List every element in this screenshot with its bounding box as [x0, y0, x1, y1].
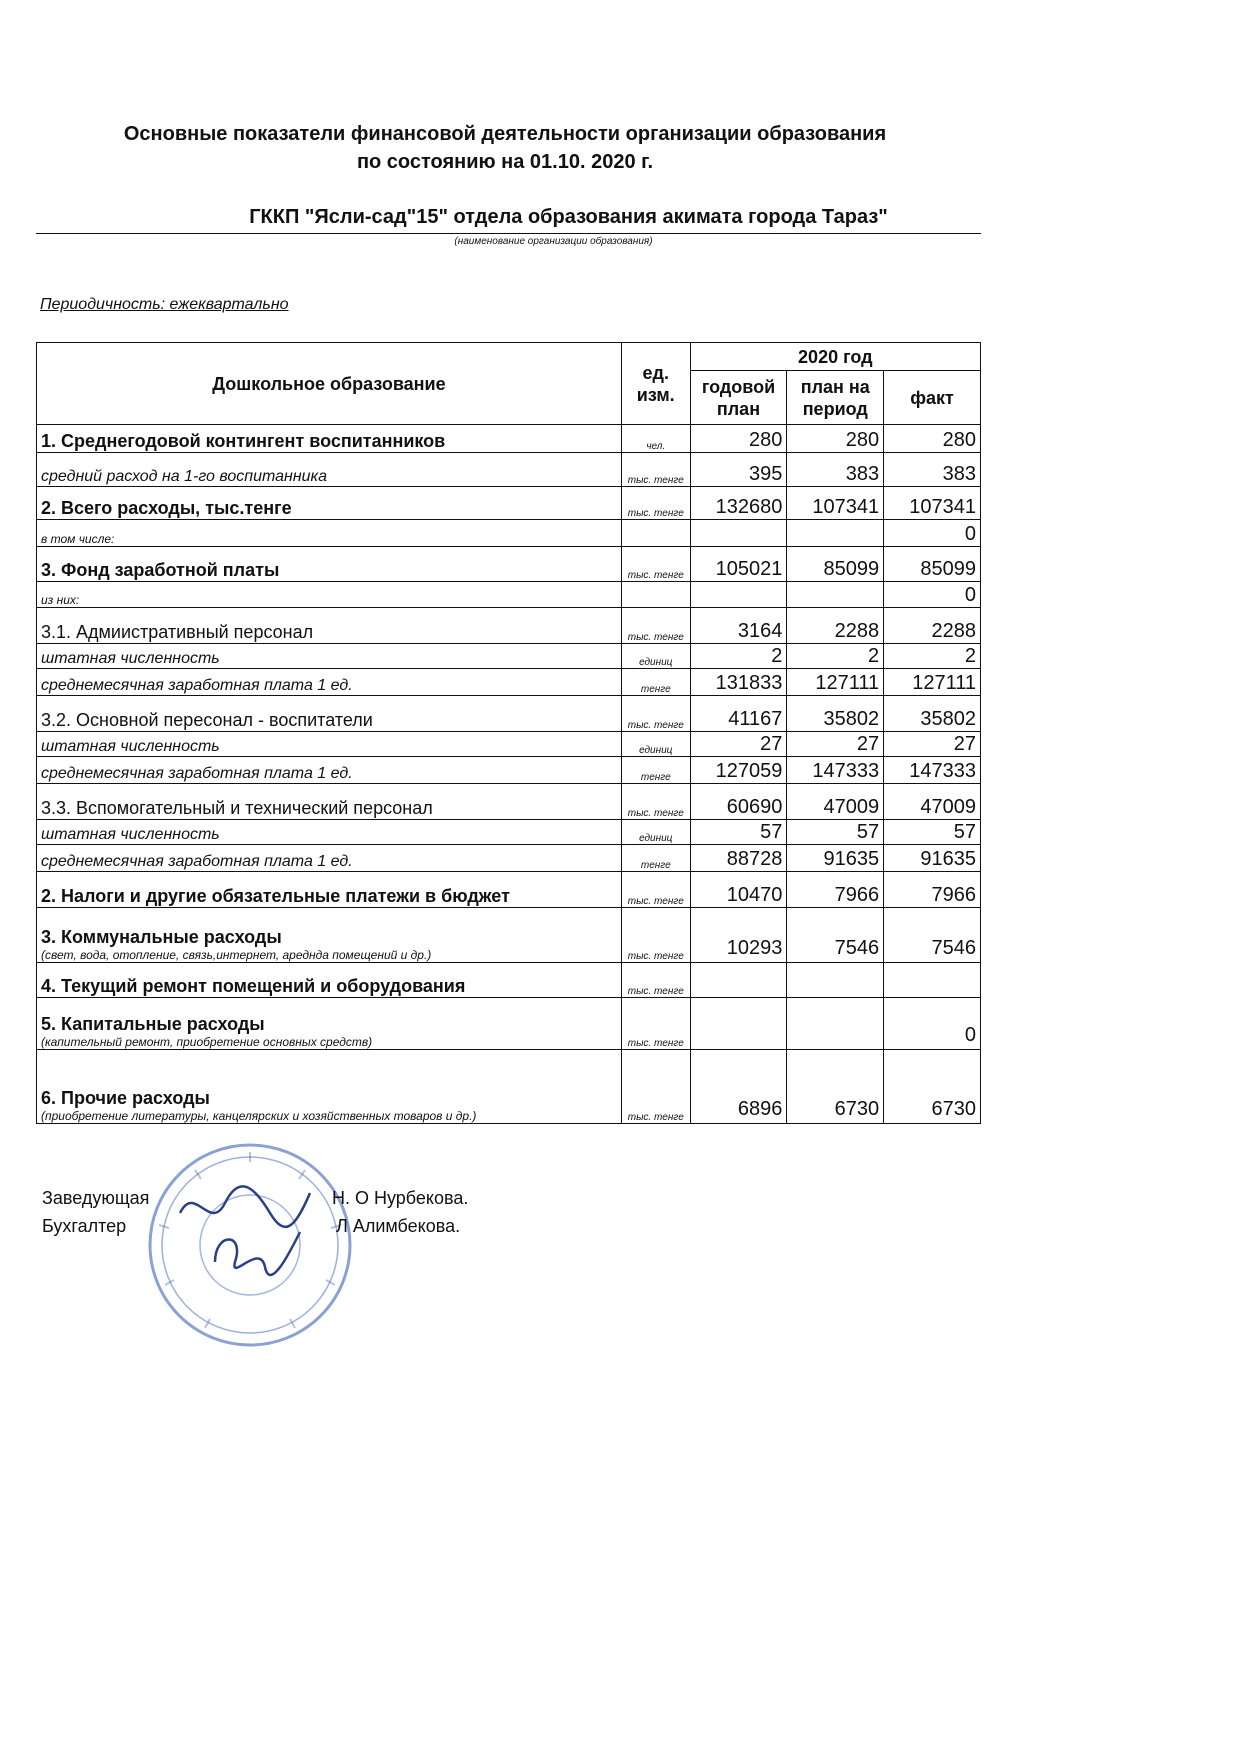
row-fact: 57: [884, 820, 981, 845]
row-label: 2. Всего расходы, тыс.тенге: [37, 487, 622, 520]
row-annual: 88728: [690, 845, 787, 872]
row-label: [37, 998, 622, 1050]
periodicity-label: Периодичность: ежеквартально: [40, 296, 289, 313]
row-annual: 3164: [690, 608, 787, 644]
row-annual: [690, 963, 787, 998]
header-annual-plan: годовой план: [690, 371, 787, 425]
row-fact: 127111: [884, 669, 981, 696]
row-period: 7966: [787, 872, 884, 908]
title-line-2: по состоянию на 01.10. 2020 г.: [356, 151, 654, 173]
row-fact: 2288: [884, 608, 981, 644]
row-annual: 10293: [690, 908, 787, 963]
row-unit: тыс. тенге: [621, 908, 690, 963]
row-annual: 395: [690, 453, 787, 487]
row-label: среднемесячная заработная плата 1 ед.: [37, 669, 622, 696]
row-period: 47009: [787, 784, 884, 820]
row-annual: [690, 582, 787, 608]
row-annual: 57: [690, 820, 787, 845]
row-annual: 2: [690, 644, 787, 669]
financial-table: [36, 342, 981, 1124]
table-row: [37, 520, 981, 547]
row-label: среднемесячная заработная плата 1 ед.: [37, 757, 622, 784]
row-annual: 280: [690, 425, 787, 453]
row-period: 147333: [787, 757, 884, 784]
row-label: 3. Фонд заработной платы: [37, 547, 622, 582]
row-period: 91635: [787, 845, 884, 872]
organization-caption: (наименование организации образования): [454, 236, 653, 247]
row-period: 85099: [787, 547, 884, 582]
row-annual: 127059: [690, 757, 787, 784]
row-period: [787, 520, 884, 547]
table-row: [37, 1050, 981, 1124]
row-label: 1. Среднегодовой контингент воспитанников: [37, 425, 622, 453]
head-name: Н. О Нурбекова.: [332, 1188, 469, 1208]
row-unit: тыс. тенге: [621, 963, 690, 998]
row-unit: единиц: [621, 732, 690, 757]
table-row: [37, 669, 981, 696]
row-label: штатная численность: [37, 732, 622, 757]
row-fact: [884, 963, 981, 998]
row-unit: тыс. тенге: [621, 547, 690, 582]
row-label: штатная численность: [37, 820, 622, 845]
row-fact: 107341: [884, 487, 981, 520]
row-period: 7546: [787, 908, 884, 963]
table-row: [37, 425, 981, 453]
row-unit: тыс. тенге: [621, 998, 690, 1050]
row-note: (капительный ремонт, приобретение основных средств): [41, 1035, 373, 1049]
row-label: 4. Текущий ремонт помещений и оборудования: [37, 963, 622, 998]
row-unit: тыс. тенге: [621, 453, 690, 487]
row-unit: тенге: [621, 757, 690, 784]
row-annual: 60690: [690, 784, 787, 820]
row-label: из них:: [37, 582, 622, 608]
row-fact: 6730: [884, 1050, 981, 1124]
table-row: [37, 820, 981, 845]
table-row: [37, 963, 981, 998]
table-row: [37, 608, 981, 644]
row-annual: 105021: [690, 547, 787, 582]
row-period: 27: [787, 732, 884, 757]
table-row: [37, 696, 981, 732]
row-unit: единиц: [621, 820, 690, 845]
row-unit: тыс. тенге: [621, 696, 690, 732]
row-unit: тыс. тенге: [621, 1050, 690, 1124]
table-row: [37, 757, 981, 784]
row-annual: [690, 998, 787, 1050]
row-period: 2288: [787, 608, 884, 644]
header-year: 2020 год: [690, 343, 980, 371]
row-label: 3.2. Основной пересонал - воспитатели: [37, 696, 622, 732]
row-fact: 47009: [884, 784, 981, 820]
row-fact: 0: [884, 582, 981, 608]
header-section: Дошкольное образование: [37, 343, 622, 425]
row-period: 127111: [787, 669, 884, 696]
row-label: средний расход на 1-го воспитанника: [37, 453, 622, 487]
row-title: 6. Прочие расходы: [41, 1088, 210, 1108]
table-row: [37, 784, 981, 820]
row-annual: 27: [690, 732, 787, 757]
row-unit: тыс. тенге: [621, 872, 690, 908]
table-row: [37, 908, 981, 963]
signature-accountant-scribble: [205, 1222, 305, 1292]
row-annual: 41167: [690, 696, 787, 732]
table-row: [37, 487, 981, 520]
table-row: [37, 998, 981, 1050]
row-fact: 147333: [884, 757, 981, 784]
row-fact: 0: [884, 998, 981, 1050]
title-line-1: Основные показатели финансовой деятельности организации образования: [123, 123, 887, 145]
row-fact: 35802: [884, 696, 981, 732]
header-unit: ед. изм.: [621, 343, 690, 425]
row-period: 280: [787, 425, 884, 453]
accountant-name: Л Алимбекова.: [336, 1216, 461, 1236]
row-annual: 10470: [690, 872, 787, 908]
row-note: (свет, вода, отопление, связь,интернет, ареднда помещений и др.): [41, 948, 432, 962]
row-unit: тыс. тенге: [621, 784, 690, 820]
row-fact: 383: [884, 453, 981, 487]
row-unit: тенге: [621, 669, 690, 696]
organization-name: ГККП "Ясли-сад"15" отдела образования акимата города Тараз": [36, 206, 981, 234]
row-unit: тыс. тенге: [621, 487, 690, 520]
row-note: (приобретение литературы, канцелярских и хозяйственных товаров и др.): [41, 1109, 477, 1123]
row-fact: 7546: [884, 908, 981, 963]
row-unit: тыс. тенге: [621, 608, 690, 644]
row-period: [787, 998, 884, 1050]
row-title: 5. Капитальные расходы: [41, 1014, 265, 1034]
table-row: [37, 732, 981, 757]
row-fact: 7966: [884, 872, 981, 908]
row-annual: 131833: [690, 669, 787, 696]
row-period: 2: [787, 644, 884, 669]
row-annual: 6896: [690, 1050, 787, 1124]
row-fact: 85099: [884, 547, 981, 582]
row-period: [787, 963, 884, 998]
table-row: [37, 644, 981, 669]
organization-block: [36, 206, 981, 247]
row-unit: [621, 520, 690, 547]
header-fact: факт: [884, 371, 981, 425]
row-fact: 27: [884, 732, 981, 757]
row-label: 3.3. Вспомогательный и технический персонал: [37, 784, 622, 820]
row-label: в том числе:: [37, 520, 622, 547]
header-period-plan: план на период: [787, 371, 884, 425]
table-row: [37, 845, 981, 872]
row-annual: 132680: [690, 487, 787, 520]
row-period: 35802: [787, 696, 884, 732]
row-unit: [621, 582, 690, 608]
table-row: [37, 582, 981, 608]
row-fact: 280: [884, 425, 981, 453]
row-label: 3.1. Адмиистративный персонал: [37, 608, 622, 644]
row-fact: 0: [884, 520, 981, 547]
row-label: 2. Налоги и другие обязательные платежи в бюджет: [37, 872, 622, 908]
row-period: 107341: [787, 487, 884, 520]
row-fact: 91635: [884, 845, 981, 872]
row-label: штатная численность: [37, 644, 622, 669]
table-row: [37, 547, 981, 582]
document-title: [0, 120, 1010, 176]
row-label: [37, 908, 622, 963]
row-unit: тенге: [621, 845, 690, 872]
row-title: 3. Коммунальные расходы: [41, 927, 282, 947]
row-label: среднемесячная заработная плата 1 ед.: [37, 845, 622, 872]
row-period: 383: [787, 453, 884, 487]
accountant-title: Бухгалтер: [42, 1216, 127, 1236]
row-period: [787, 582, 884, 608]
row-label: [37, 1050, 622, 1124]
table-row: [37, 872, 981, 908]
row-period: 6730: [787, 1050, 884, 1124]
table-row: [37, 453, 981, 487]
head-title: Заведующая: [42, 1188, 150, 1208]
row-period: 57: [787, 820, 884, 845]
row-annual: [690, 520, 787, 547]
row-unit: единиц: [621, 644, 690, 669]
row-fact: 2: [884, 644, 981, 669]
row-unit: чел.: [621, 425, 690, 453]
